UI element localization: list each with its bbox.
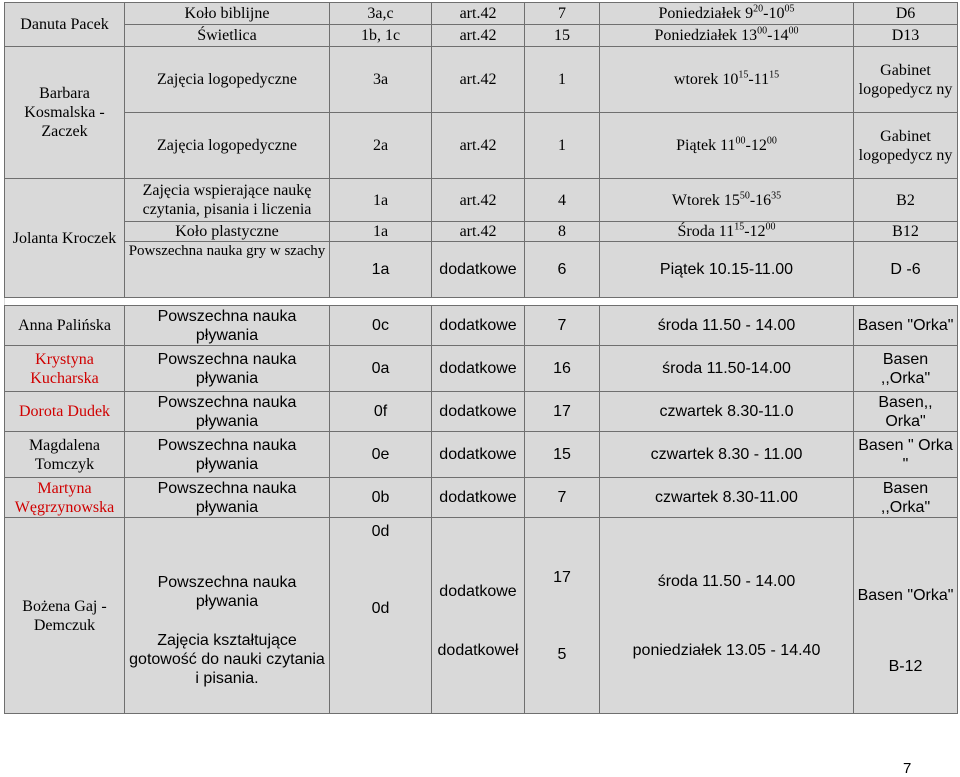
time-cell: czwartek 8.30-11.0 bbox=[600, 392, 854, 432]
hours-cell: 6 bbox=[525, 242, 600, 298]
time-1: środa 11.50 - 14.00 bbox=[657, 572, 796, 590]
class-cell: 3a,c bbox=[330, 3, 432, 25]
time-cell: wtorek $10^{15}-11^{15}$ bbox=[600, 47, 854, 113]
room-2: B-12 bbox=[888, 657, 923, 675]
class-extra: 0d bbox=[371, 523, 390, 540]
time-cell: Piątek 10.15-11.00 bbox=[600, 242, 854, 298]
hours-1: 17 bbox=[553, 568, 571, 586]
activity-cell: Zajęcia wspierające naukę czytania, pisania i liczenia bbox=[125, 179, 330, 222]
activity-cell: Świetlica bbox=[125, 25, 330, 47]
hours-cell: 7 bbox=[525, 306, 600, 346]
teacher-cell: Bożena Gaj - Demczuk bbox=[5, 518, 125, 714]
basis-cell: art.42 bbox=[432, 3, 525, 25]
table-row bbox=[5, 242, 958, 298]
time-cell: czwartek 8.30 - 11.00 bbox=[600, 432, 854, 478]
hours-cell: 15 bbox=[525, 432, 600, 478]
basis-cell: dodatkowe bbox=[432, 346, 525, 392]
basis-2: dodatkoweł bbox=[437, 641, 519, 659]
activity-cell: Powszechna nauka pływania bbox=[125, 306, 330, 346]
class-cell: 0e bbox=[330, 432, 432, 478]
page-number: 7 bbox=[903, 760, 912, 777]
hours-cell bbox=[525, 518, 600, 714]
time-cell: Poniedziałek $9^{20}-10^{05}$ bbox=[600, 3, 854, 25]
class-cell: 0b bbox=[330, 478, 432, 518]
time-cell: Piątek $11^{00}-12^{00}$ bbox=[600, 113, 854, 179]
activity-cell: Powszechna nauka pływania bbox=[125, 478, 330, 518]
table-row bbox=[5, 3, 958, 25]
hours-cell: 4 bbox=[525, 179, 600, 222]
time-cell: czwartek 8.30-11.00 bbox=[600, 478, 854, 518]
hours-cell: 16 bbox=[525, 346, 600, 392]
basis-cell: art.42 bbox=[432, 222, 525, 242]
class-cell: 0c bbox=[330, 306, 432, 346]
class-cell: 3a bbox=[330, 47, 432, 113]
class-cell: 1a bbox=[330, 242, 432, 298]
table-row bbox=[5, 113, 958, 179]
basis-cell: dodatkowe bbox=[432, 478, 525, 518]
class-cell: 1a bbox=[330, 179, 432, 222]
activity-cell: Koło biblijne bbox=[125, 3, 330, 25]
basis-cell: dodatkowe bbox=[432, 432, 525, 478]
teacher-cell: Danuta Pacek bbox=[5, 3, 125, 47]
room-cell: Gabinet logopedycz ny bbox=[854, 113, 958, 179]
activity-2: Zajęcia kształtujące gotowość do nauki czytania i pisania. bbox=[129, 632, 325, 687]
room-cell bbox=[854, 518, 958, 714]
room-cell: Basen ,,Orka" bbox=[854, 478, 958, 518]
teacher-cell: Magdalena Tomczyk bbox=[5, 432, 125, 478]
room-cell: Gabinet logopedycz ny bbox=[854, 47, 958, 113]
class-cell: 0a bbox=[330, 346, 432, 392]
table-row bbox=[5, 47, 958, 113]
hours-2: 5 bbox=[557, 645, 567, 663]
basis-cell: dodatkowe bbox=[432, 306, 525, 346]
hours-cell: 17 bbox=[525, 392, 600, 432]
basis-cell: dodatkowe bbox=[432, 392, 525, 432]
teacher-cell: Jolanta Kroczek bbox=[5, 179, 125, 298]
basis-1: dodatkowe bbox=[439, 582, 517, 600]
hours-cell: 15 bbox=[525, 25, 600, 47]
activity-cell bbox=[125, 518, 330, 714]
schedule-table bbox=[4, 2, 958, 714]
time-cell bbox=[600, 518, 854, 714]
time-cell: środa 11.50 - 14.00 bbox=[600, 306, 854, 346]
time-cell: Wtorek $15^{50}-16^{35}$ bbox=[600, 179, 854, 222]
basis-cell bbox=[432, 518, 525, 714]
table-row bbox=[5, 222, 958, 242]
basis-cell: dodatkowe bbox=[432, 242, 525, 298]
basis-cell: art.42 bbox=[432, 179, 525, 222]
room-cell: D13 bbox=[854, 25, 958, 47]
table-gap bbox=[5, 298, 958, 306]
room-cell: Basen "Orka" bbox=[854, 306, 958, 346]
activity-cell: Koło plastyczne bbox=[125, 222, 330, 242]
teacher-cell: Dorota Dudek bbox=[5, 392, 125, 432]
activity-1: Powszechna nauka pływania bbox=[157, 574, 297, 610]
room-cell: B12 bbox=[854, 222, 958, 242]
table-row bbox=[5, 306, 958, 346]
hours-cell: 7 bbox=[525, 478, 600, 518]
class-cell: 1a bbox=[330, 222, 432, 242]
activity-cell: Powszechna nauka pływania bbox=[125, 346, 330, 392]
class-cell: 1b, 1c bbox=[330, 25, 432, 47]
basis-cell: art.42 bbox=[432, 113, 525, 179]
teacher-cell: Krystyna Kucharska bbox=[5, 346, 125, 392]
room-cell: Basen ,,Orka" bbox=[854, 346, 958, 392]
activity-cell: Zajęcia logopedyczne bbox=[125, 47, 330, 113]
hours-cell: 8 bbox=[525, 222, 600, 242]
table-row bbox=[5, 179, 958, 222]
class-main: 0d bbox=[371, 600, 390, 617]
time-cell: Środa $11^{15}-12^{00}$ bbox=[600, 222, 854, 242]
activity-cell: Powszechna nauka gry w szachy bbox=[125, 242, 330, 298]
teacher-cell: Barbara Kosmalska - Zaczek bbox=[5, 47, 125, 179]
hours-cell: 1 bbox=[525, 113, 600, 179]
class-cell bbox=[330, 518, 432, 714]
room-1: Basen "Orka" bbox=[857, 586, 954, 604]
basis-cell: art.42 bbox=[432, 47, 525, 113]
room-cell: D -6 bbox=[854, 242, 958, 298]
time-cell: środa 11.50-14.00 bbox=[600, 346, 854, 392]
table-row bbox=[5, 518, 958, 714]
table-row bbox=[5, 432, 958, 478]
table-row bbox=[5, 392, 958, 432]
class-cell: 0f bbox=[330, 392, 432, 432]
activity-cell: Zajęcia logopedyczne bbox=[125, 113, 330, 179]
room-cell: B2 bbox=[854, 179, 958, 222]
hours-cell: 7 bbox=[525, 3, 600, 25]
class-cell: 2a bbox=[330, 113, 432, 179]
teacher-cell: Anna Palińska bbox=[5, 306, 125, 346]
table-row bbox=[5, 25, 958, 47]
teacher-cell: Martyna Węgrzynowska bbox=[5, 478, 125, 518]
table-row bbox=[5, 346, 958, 392]
basis-cell: art.42 bbox=[432, 25, 525, 47]
time-2: poniedziałek 13.05 - 14.40 bbox=[632, 641, 821, 659]
room-cell: Basen,, Orka" bbox=[854, 392, 958, 432]
room-cell: Basen " Orka " bbox=[854, 432, 958, 478]
activity-cell: Powszechna nauka pływania bbox=[125, 392, 330, 432]
time-cell: Poniedziałek $13^{00}-14^{00}$ bbox=[600, 25, 854, 47]
hours-cell: 1 bbox=[525, 47, 600, 113]
table-row bbox=[5, 478, 958, 518]
activity-cell: Powszechna nauka pływania bbox=[125, 432, 330, 478]
room-cell: D6 bbox=[854, 3, 958, 25]
